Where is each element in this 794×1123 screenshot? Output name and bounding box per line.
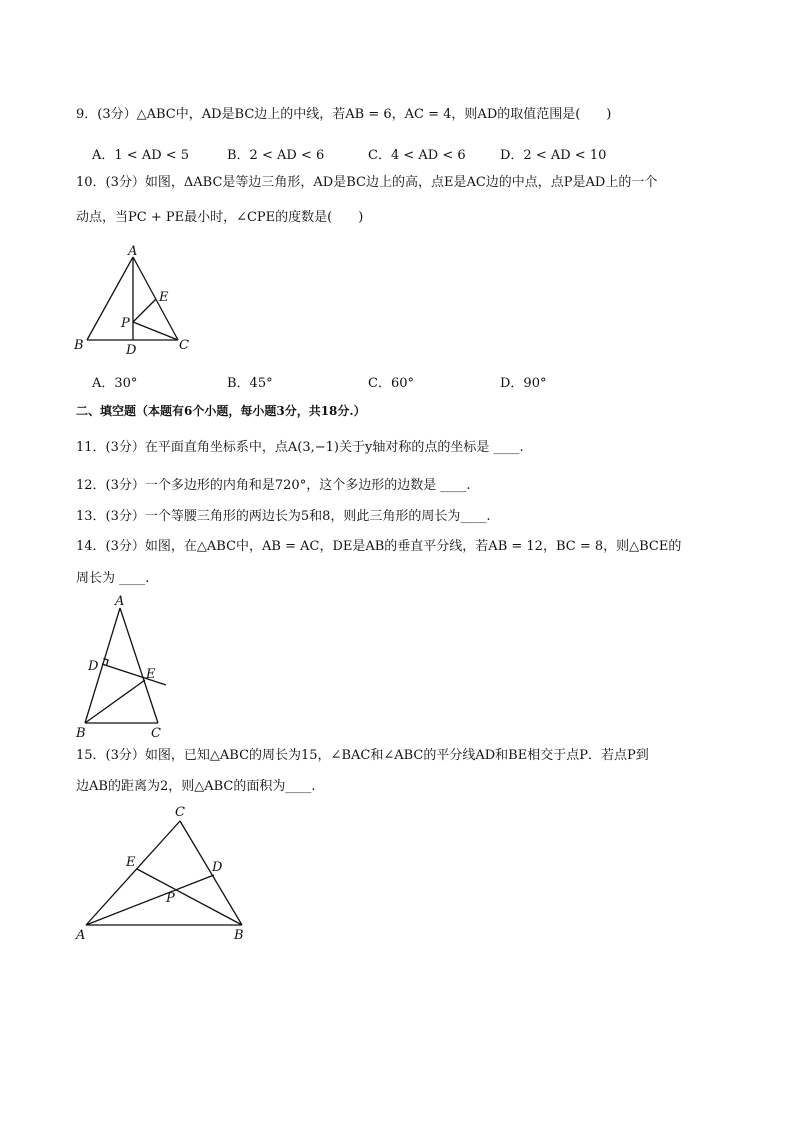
q10-option-a: A．30° [92,376,138,391]
label-b: B [234,928,244,943]
q10-figure [70,242,200,357]
question-14-line-2: 周长为 ____. [76,571,150,586]
q9-option-d: D．2 < AD < 10 [500,148,607,163]
q14-figure [70,592,180,742]
question-10-line-2: 动点，当PC + PE最小时，∠CPE的度数是( ) [76,210,364,225]
label-b: B [76,726,86,741]
segment-be [85,680,145,723]
label-d: D [88,659,99,674]
section-2-heading: 二、填空题（本题有6个小题，每小题3分，共18分.） [76,404,366,418]
label-e: E [146,667,156,682]
label-d: D [212,860,223,875]
question-9-text: 9．(3分）△ABC中，AD是BC边上的中线，若AB = 6，AC = 4，则AD的取值范围是( ) [76,107,612,122]
question-13-text: 13．(3分）一个等腰三角形的两边长为5和8，则此三角形的周长为____. [76,509,491,524]
q9-option-b: B．2 < AD < 6 [227,148,325,163]
label-a: A [128,244,138,259]
label-e: E [126,855,136,870]
segment-ac [120,608,158,723]
question-15-line-1: 15．(3分）如图，已知△ABC的周长为15，∠BAC和∠ABC的平分线AD和BE相交于点P．若点P到 [76,748,649,763]
label-d: D [126,343,137,357]
label-e: E [159,290,169,305]
segment-pe [133,299,156,322]
question-10-line-1: 10．(3分）如图，ΔABC是等边三角形，AD是BC边上的高，点E是AC边的中点，点P是AD上的一个 [76,175,658,190]
question-11-text: 11．(3分）在平面直角坐标系中，点A(3,−1)关于y轴对称的点的坐标是 ____. [76,440,524,455]
label-c: C [175,805,185,820]
segment-ac [86,821,180,925]
label-a: A [76,928,86,943]
question-15-line-2: 边AB的距离为2，则△ABC的面积为____. [76,779,316,794]
label-p: P [166,891,175,906]
segment-be [137,869,242,925]
segment-de [102,664,166,685]
segment-pc [133,322,178,340]
label-c: C [179,338,189,353]
label-a: A [115,594,125,609]
question-14-line-1: 14．(3分）如图，在△ABC中，AB = AC，DE是AB的垂直平分线，若AB = 12，BC = 8，则△BCE的 [76,539,682,554]
question-12-text: 12．(3分）一个多边形的内角和是720°，这个多边形的边数是 ____. [76,478,471,493]
q10-option-d: D．90° [500,376,547,391]
q15-figure [70,800,260,945]
q10-option-c: C．60° [368,376,414,391]
q9-option-c: C．4 < AD < 6 [368,148,466,163]
q9-option-a: A．1 < AD < 5 [92,148,190,163]
segment-ac [133,257,178,340]
label-p: P [121,316,130,331]
segment-bc [180,821,242,925]
q10-option-b: B．45° [227,376,273,391]
label-b: B [74,338,84,353]
label-c: C [151,726,161,741]
